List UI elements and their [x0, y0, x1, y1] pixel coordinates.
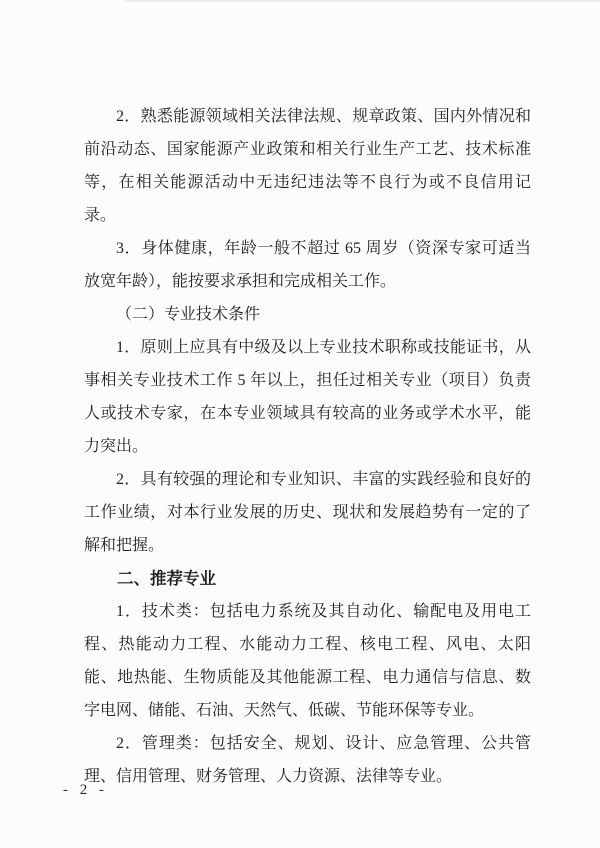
- page-number: - 2 -: [63, 782, 108, 798]
- section-subheading-professional-technical-conditions: （二）专业技术条件: [116, 306, 261, 323]
- scan-artifact-top-edge: [125, 0, 600, 2]
- section-heading-recommended-specialties: 二、推荐专业: [117, 569, 216, 588]
- paragraph-condition-2: 2．熟悉能源领域相关法律法规、规章政策、国内外情况和前沿动态、国家能源产业政策和相关行业生产工艺、技术标准等，在相关能源活动中无违纪违法等不良行为或不良信用记录。: [84, 108, 531, 224]
- paragraph-technical-category: 1．技术类：包括电力系统及其自动化、输配电及用电工程、热能动力工程、水能动力工程、核电工程、风电、太阳能、地热能、生物质能及其他能源工程、电力通信与信息、数字电网、储能、石油、天然气、低碳、节能环保等专业。: [84, 603, 531, 719]
- paragraph-technical-condition-2: 2．具有较强的理论和专业知识、丰富的实践经验和良好的工作业绩，对本行业发展的历史、现状和发展趋势有一定的了解和把握。: [84, 471, 531, 554]
- document-body: [84, 100, 531, 793]
- paragraph-management-category: 2．管理类：包括安全、规划、设计、应急管理、公共管理、信用管理、财务管理、人力资源、法律等专业。: [84, 735, 531, 785]
- paragraph-technical-condition-1: 1．原则上应具有中级及以上专业技术职称或技能证书，从事相关专业技术工作 5 年以上，担任过相关专业（项目）负责人或技术专家，在本专业领域具有较高的业务或学术水平，能力突出。: [84, 339, 531, 455]
- paragraph-condition-3: 3．身体健康，年龄一般不超过 65 周岁（资深专家可适当放宽年龄），能按要求承担和完成相关工作。: [84, 240, 531, 290]
